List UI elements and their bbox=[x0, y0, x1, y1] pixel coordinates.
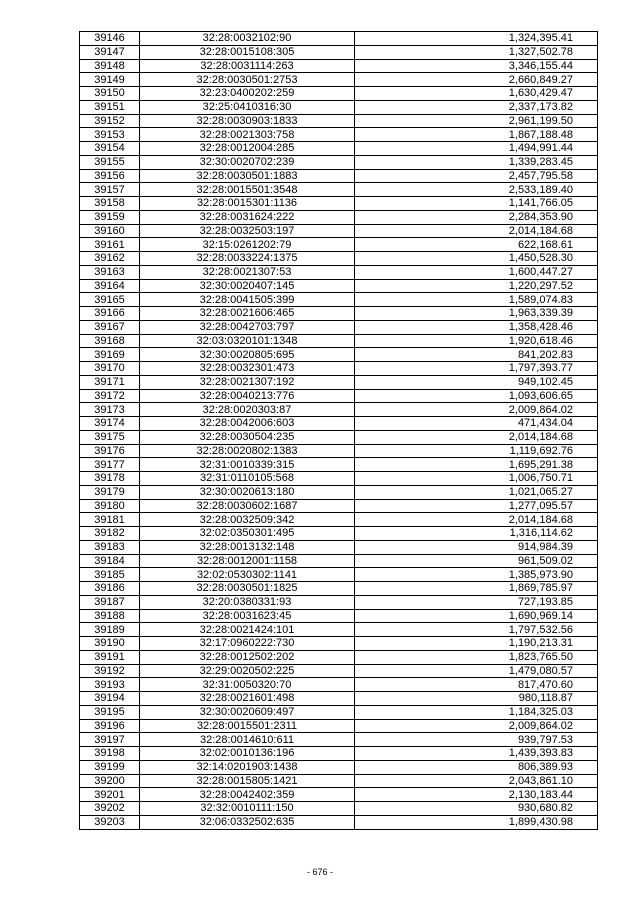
row-number-cell: 39148 bbox=[80, 59, 140, 73]
row-number-cell: 39176 bbox=[80, 444, 140, 458]
cadastral-value-cell: 980,118.87 bbox=[355, 692, 598, 706]
table-row bbox=[80, 197, 598, 211]
table-row bbox=[80, 802, 598, 816]
row-number-cell: 39189 bbox=[80, 623, 140, 637]
table-row bbox=[80, 238, 598, 252]
table-row bbox=[80, 705, 598, 719]
table-row bbox=[80, 362, 598, 376]
table-row bbox=[80, 664, 598, 678]
table-row bbox=[80, 155, 598, 169]
cadastral-number-cell: 32:15:0261202:79 bbox=[140, 238, 355, 252]
cadastral-number-cell: 32:28:0021307:53 bbox=[140, 265, 355, 279]
row-number-cell: 39186 bbox=[80, 582, 140, 596]
table-row bbox=[80, 527, 598, 541]
table-row bbox=[80, 485, 598, 499]
cadastral-number-cell: 32:30:0020407:145 bbox=[140, 279, 355, 293]
row-number-cell: 39196 bbox=[80, 719, 140, 733]
cadastral-number-cell: 32:31:0010339:315 bbox=[140, 458, 355, 472]
cadastral-number-cell: 32:30:0020613:180 bbox=[140, 485, 355, 499]
cadastral-value-cell: 1,190,213.31 bbox=[355, 637, 598, 651]
cadastral-number-cell: 32:28:0032509:342 bbox=[140, 513, 355, 527]
cadastral-value-cell: 622,168.61 bbox=[355, 238, 598, 252]
table-row bbox=[80, 279, 598, 293]
table-row bbox=[80, 430, 598, 444]
table-row bbox=[80, 375, 598, 389]
cadastral-number-cell: 32:32:0010111:150 bbox=[140, 802, 355, 816]
cadastral-number-cell: 32:28:0021606:465 bbox=[140, 307, 355, 321]
cadastral-number-cell: 32:30:0020805:695 bbox=[140, 348, 355, 362]
cadastral-value-cell: 2,043,861.10 bbox=[355, 774, 598, 788]
row-number-cell: 39175 bbox=[80, 430, 140, 444]
row-number-cell: 39200 bbox=[80, 774, 140, 788]
row-number-cell: 39194 bbox=[80, 692, 140, 706]
cadastral-number-cell: 32:28:0015108:305 bbox=[140, 45, 355, 59]
cadastral-number-cell: 32:28:0012502:202 bbox=[140, 650, 355, 664]
row-number-cell: 39192 bbox=[80, 664, 140, 678]
cadastral-value-cell: 1,339,283.45 bbox=[355, 155, 598, 169]
cadastral-number-cell: 32:30:0020702:239 bbox=[140, 155, 355, 169]
cadastral-value-cell: 949,102.45 bbox=[355, 375, 598, 389]
table-row bbox=[80, 169, 598, 183]
row-number-cell: 39167 bbox=[80, 320, 140, 334]
cadastral-value-cell: 1,385,973.90 bbox=[355, 568, 598, 582]
row-number-cell: 39191 bbox=[80, 650, 140, 664]
table-row bbox=[80, 637, 598, 651]
table-row bbox=[80, 293, 598, 307]
cadastral-value-cell: 806,389.93 bbox=[355, 760, 598, 774]
cadastral-number-cell: 32:28:0031623:45 bbox=[140, 609, 355, 623]
cadastral-number-cell: 32:28:0012001:1158 bbox=[140, 554, 355, 568]
table-row bbox=[80, 444, 598, 458]
cadastral-number-cell: 32:28:0031624:222 bbox=[140, 210, 355, 224]
cadastral-number-cell: 32:28:0021601:498 bbox=[140, 692, 355, 706]
table-row bbox=[80, 609, 598, 623]
row-number-cell: 39184 bbox=[80, 554, 140, 568]
cadastral-value-cell: 1,479,080.57 bbox=[355, 664, 598, 678]
row-number-cell: 39155 bbox=[80, 155, 140, 169]
row-number-cell: 39152 bbox=[80, 114, 140, 128]
row-number-cell: 39180 bbox=[80, 499, 140, 513]
cadastral-number-cell: 32:28:0030501:2753 bbox=[140, 73, 355, 87]
cadastral-value-cell: 841,202.83 bbox=[355, 348, 598, 362]
cadastral-number-cell: 32:28:0021424:101 bbox=[140, 623, 355, 637]
table-row bbox=[80, 224, 598, 238]
cadastral-number-cell: 32:03:0320101:1348 bbox=[140, 334, 355, 348]
row-number-cell: 39188 bbox=[80, 609, 140, 623]
cadastral-number-cell: 32:28:0030504:235 bbox=[140, 430, 355, 444]
cadastral-value-cell: 914,984.39 bbox=[355, 540, 598, 554]
table-row bbox=[80, 540, 598, 554]
row-number-cell: 39187 bbox=[80, 595, 140, 609]
table-row bbox=[80, 348, 598, 362]
table-row bbox=[80, 45, 598, 59]
cadastral-value-cell: 2,014,184.68 bbox=[355, 513, 598, 527]
cadastral-number-cell: 32:28:0015501:2311 bbox=[140, 719, 355, 733]
cadastral-value-cell: 1,690,969.14 bbox=[355, 609, 598, 623]
cadastral-number-cell: 32:23:0400202:259 bbox=[140, 87, 355, 101]
row-number-cell: 39162 bbox=[80, 252, 140, 266]
table-row bbox=[80, 595, 598, 609]
cadastral-number-cell: 32:28:0013132:148 bbox=[140, 540, 355, 554]
cadastral-number-cell: 32:28:0032301:473 bbox=[140, 362, 355, 376]
row-number-cell: 39157 bbox=[80, 183, 140, 197]
row-number-cell: 39173 bbox=[80, 403, 140, 417]
cadastral-value-cell: 1,797,532.56 bbox=[355, 623, 598, 637]
row-number-cell: 39185 bbox=[80, 568, 140, 582]
cadastral-number-cell: 32:28:0032102:90 bbox=[140, 32, 355, 46]
cadastral-number-cell: 32:28:0040213:776 bbox=[140, 389, 355, 403]
table-row bbox=[80, 472, 598, 486]
row-number-cell: 39156 bbox=[80, 169, 140, 183]
cadastral-value-cell: 817,470.60 bbox=[355, 678, 598, 692]
cadastral-value-cell: 1,141,766.05 bbox=[355, 197, 598, 211]
row-number-cell: 39183 bbox=[80, 540, 140, 554]
table-row bbox=[80, 815, 598, 829]
table-row bbox=[80, 499, 598, 513]
row-number-cell: 39201 bbox=[80, 788, 140, 802]
cadastral-value-cell: 1,963,339.39 bbox=[355, 307, 598, 321]
row-number-cell: 39151 bbox=[80, 100, 140, 114]
row-number-cell: 39164 bbox=[80, 279, 140, 293]
cadastral-number-cell: 32:28:0020303:87 bbox=[140, 403, 355, 417]
cadastral-number-cell: 32:02:0010136:196 bbox=[140, 747, 355, 761]
cadastral-value-cell: 1,797,393.77 bbox=[355, 362, 598, 376]
cadastral-value-cell: 3,346,155.44 bbox=[355, 59, 598, 73]
cadastral-value-cell: 471,434.04 bbox=[355, 417, 598, 431]
cadastral-number-cell: 32:31:0110105:568 bbox=[140, 472, 355, 486]
cadastral-value-cell: 1,358,428.46 bbox=[355, 320, 598, 334]
table-row bbox=[80, 142, 598, 156]
cadastral-number-cell: 32:28:0021307:192 bbox=[140, 375, 355, 389]
table-row bbox=[80, 513, 598, 527]
row-number-cell: 39166 bbox=[80, 307, 140, 321]
table-row bbox=[80, 623, 598, 637]
cadastral-number-cell: 32:02:0530302:1141 bbox=[140, 568, 355, 582]
cadastral-number-cell: 32:31:0050320:70 bbox=[140, 678, 355, 692]
cadastral-number-cell: 32:28:0030602:1687 bbox=[140, 499, 355, 513]
row-number-cell: 39193 bbox=[80, 678, 140, 692]
cadastral-number-cell: 32:28:0014610:611 bbox=[140, 733, 355, 747]
page-number: - 676 - bbox=[306, 867, 333, 877]
cadastral-value-cell: 1,324,395.41 bbox=[355, 32, 598, 46]
cadastral-number-cell: 32:02:0350301:495 bbox=[140, 527, 355, 541]
table-row bbox=[80, 403, 598, 417]
cadastral-number-cell: 32:28:0015301:1136 bbox=[140, 197, 355, 211]
row-number-cell: 39178 bbox=[80, 472, 140, 486]
cadastral-value-cell: 2,533,189.40 bbox=[355, 183, 598, 197]
cadastral-value-cell: 2,284,353.90 bbox=[355, 210, 598, 224]
cadastral-value-cell: 727,193.85 bbox=[355, 595, 598, 609]
table-row bbox=[80, 788, 598, 802]
row-number-cell: 39147 bbox=[80, 45, 140, 59]
cadastral-value-cell: 1,920,618.46 bbox=[355, 334, 598, 348]
table-row bbox=[80, 210, 598, 224]
cadastral-number-cell: 32:29:0020502:225 bbox=[140, 664, 355, 678]
row-number-cell: 39172 bbox=[80, 389, 140, 403]
cadastral-value-cell: 1,093,606.65 bbox=[355, 389, 598, 403]
cadastral-value-cell: 1,021,065.27 bbox=[355, 485, 598, 499]
table-row bbox=[80, 252, 598, 266]
cadastral-value-cell: 1,184,325.03 bbox=[355, 705, 598, 719]
row-number-cell: 39153 bbox=[80, 128, 140, 142]
cadastral-value-cell: 1,869,785.97 bbox=[355, 582, 598, 596]
table-row bbox=[80, 100, 598, 114]
table-row bbox=[80, 59, 598, 73]
cadastral-value-cell: 2,130,183.44 bbox=[355, 788, 598, 802]
table-row bbox=[80, 568, 598, 582]
cadastral-number-cell: 32:28:0033224:1375 bbox=[140, 252, 355, 266]
cadastral-value-cell: 1,695,291.38 bbox=[355, 458, 598, 472]
table-row bbox=[80, 733, 598, 747]
row-number-cell: 39163 bbox=[80, 265, 140, 279]
cadastral-value-cell: 2,337,173.82 bbox=[355, 100, 598, 114]
row-number-cell: 39146 bbox=[80, 32, 140, 46]
cadastral-number-cell: 32:28:0012004:285 bbox=[140, 142, 355, 156]
cadastral-value-cell: 2,009,864.02 bbox=[355, 719, 598, 733]
cadastral-number-cell: 32:28:0032503:197 bbox=[140, 224, 355, 238]
row-number-cell: 39197 bbox=[80, 733, 140, 747]
cadastral-number-cell: 32:28:0021303:758 bbox=[140, 128, 355, 142]
table-row bbox=[80, 87, 598, 101]
row-number-cell: 39158 bbox=[80, 197, 140, 211]
cadastral-value-cell: 1,277,095.57 bbox=[355, 499, 598, 513]
row-number-cell: 39190 bbox=[80, 637, 140, 651]
cadastral-value-cell: 1,119,692.76 bbox=[355, 444, 598, 458]
table-row bbox=[80, 582, 598, 596]
row-number-cell: 39161 bbox=[80, 238, 140, 252]
cadastral-value-cell: 1,494,991.44 bbox=[355, 142, 598, 156]
table-row bbox=[80, 73, 598, 87]
table-row bbox=[80, 307, 598, 321]
cadastral-number-cell: 32:25:0410316:30 bbox=[140, 100, 355, 114]
table-row bbox=[80, 650, 598, 664]
cadastral-value-cell: 2,009,864.02 bbox=[355, 403, 598, 417]
table-row bbox=[80, 747, 598, 761]
table-row bbox=[80, 320, 598, 334]
cadastral-value-cell: 1,006,750.71 bbox=[355, 472, 598, 486]
cadastral-value-cell: 930,680.82 bbox=[355, 802, 598, 816]
cadastral-number-cell: 32:28:0041505:399 bbox=[140, 293, 355, 307]
table-row bbox=[80, 114, 598, 128]
cadastral-value-cell: 2,014,184.68 bbox=[355, 224, 598, 238]
cadastral-number-cell: 32:28:0030501:1883 bbox=[140, 169, 355, 183]
row-number-cell: 39202 bbox=[80, 802, 140, 816]
cadastral-number-cell: 32:28:0031114:263 bbox=[140, 59, 355, 73]
cadastral-value-cell: 1,450,528.30 bbox=[355, 252, 598, 266]
cadastral-number-cell: 32:28:0015501:3548 bbox=[140, 183, 355, 197]
row-number-cell: 39168 bbox=[80, 334, 140, 348]
cadastral-value-cell: 961,509.02 bbox=[355, 554, 598, 568]
cadastral-value-cell: 1,439,393.83 bbox=[355, 747, 598, 761]
cadastral-value-table bbox=[79, 31, 598, 830]
table-row bbox=[80, 458, 598, 472]
cadastral-value-cell: 1,899,430.98 bbox=[355, 815, 598, 829]
row-number-cell: 39165 bbox=[80, 293, 140, 307]
row-number-cell: 39199 bbox=[80, 760, 140, 774]
cadastral-number-cell: 32:30:0020609:497 bbox=[140, 705, 355, 719]
cadastral-value-cell: 2,457,795.58 bbox=[355, 169, 598, 183]
table-row bbox=[80, 417, 598, 431]
row-number-cell: 39177 bbox=[80, 458, 140, 472]
row-number-cell: 39149 bbox=[80, 73, 140, 87]
row-number-cell: 39154 bbox=[80, 142, 140, 156]
cadastral-number-cell: 32:14:0201903:1438 bbox=[140, 760, 355, 774]
cadastral-number-cell: 32:28:0042402:359 bbox=[140, 788, 355, 802]
cadastral-value-cell: 1,327,502.78 bbox=[355, 45, 598, 59]
row-number-cell: 39150 bbox=[80, 87, 140, 101]
table-row bbox=[80, 32, 598, 46]
cadastral-number-cell: 32:20:0380331:93 bbox=[140, 595, 355, 609]
cadastral-number-cell: 32:28:0042703:797 bbox=[140, 320, 355, 334]
cadastral-value-cell: 1,630,429.47 bbox=[355, 87, 598, 101]
row-number-cell: 39169 bbox=[80, 348, 140, 362]
table-row bbox=[80, 183, 598, 197]
table-row bbox=[80, 719, 598, 733]
cadastral-number-cell: 32:28:0042006:603 bbox=[140, 417, 355, 431]
table-row bbox=[80, 692, 598, 706]
cadastral-value-cell: 2,660,849.27 bbox=[355, 73, 598, 87]
row-number-cell: 39195 bbox=[80, 705, 140, 719]
cadastral-number-cell: 32:28:0020802:1383 bbox=[140, 444, 355, 458]
cadastral-value-cell: 1,220,297.52 bbox=[355, 279, 598, 293]
row-number-cell: 39182 bbox=[80, 527, 140, 541]
cadastral-value-cell: 2,961,199.50 bbox=[355, 114, 598, 128]
table-row bbox=[80, 678, 598, 692]
row-number-cell: 39198 bbox=[80, 747, 140, 761]
table-row bbox=[80, 389, 598, 403]
cadastral-value-cell: 2,014,184.68 bbox=[355, 430, 598, 444]
table-row bbox=[80, 334, 598, 348]
table-row bbox=[80, 265, 598, 279]
cadastral-value-cell: 1,589,074.83 bbox=[355, 293, 598, 307]
row-number-cell: 39171 bbox=[80, 375, 140, 389]
row-number-cell: 39181 bbox=[80, 513, 140, 527]
cadastral-value-cell: 1,867,188.48 bbox=[355, 128, 598, 142]
table-row bbox=[80, 554, 598, 568]
row-number-cell: 39179 bbox=[80, 485, 140, 499]
row-number-cell: 39159 bbox=[80, 210, 140, 224]
cadastral-number-cell: 32:28:0015805:1421 bbox=[140, 774, 355, 788]
row-number-cell: 39160 bbox=[80, 224, 140, 238]
cadastral-value-cell: 939,797.53 bbox=[355, 733, 598, 747]
cadastral-number-cell: 32:06:0332502:635 bbox=[140, 815, 355, 829]
cadastral-number-cell: 32:28:0030903:1833 bbox=[140, 114, 355, 128]
row-number-cell: 39203 bbox=[80, 815, 140, 829]
cadastral-value-cell: 1,823,765.50 bbox=[355, 650, 598, 664]
cadastral-number-cell: 32:17:0960222:730 bbox=[140, 637, 355, 651]
cadastral-value-cell: 1,316,114.62 bbox=[355, 527, 598, 541]
cadastral-value-cell: 1,600,447.27 bbox=[355, 265, 598, 279]
row-number-cell: 39170 bbox=[80, 362, 140, 376]
row-number-cell: 39174 bbox=[80, 417, 140, 431]
table-row bbox=[80, 774, 598, 788]
cadastral-number-cell: 32:28:0030501:1825 bbox=[140, 582, 355, 596]
table-row bbox=[80, 760, 598, 774]
table-row bbox=[80, 128, 598, 142]
